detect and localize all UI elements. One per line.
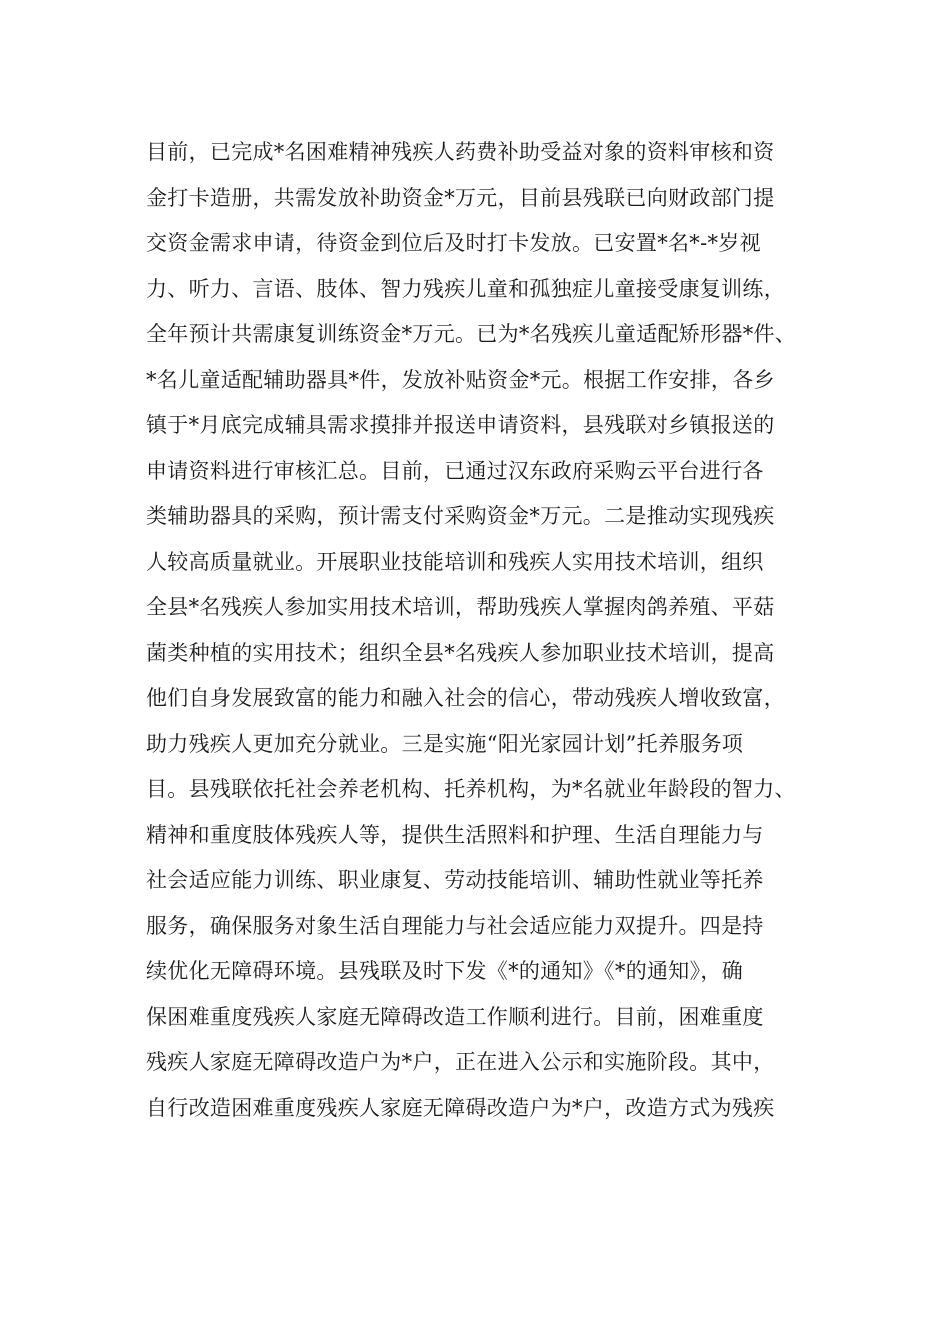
- text-line: 续优化无障碍环境。县残联及时下发《*的通知》《*的通知》，确: [146, 959, 743, 983]
- text-line: 全县*名残疾人参加实用技术培训，帮助残疾人掌握肉鸽养殖、平菇: [146, 595, 775, 619]
- body-text: [146, 130, 816, 1131]
- text-line: 类辅助器具的采购，预计需支付采购资金*万元。二是推动实现残疾: [146, 504, 775, 528]
- text-line: 残疾人家庭无障碍改造户为*户，正在进入公示和实施阶段。其中，: [146, 1050, 775, 1074]
- text-line: 镇于*月底完成辅具需求摸排并报送申请资料，县残联对乡镇报送的: [146, 413, 775, 437]
- text-line: 力、听力、言语、肢体、智力残疾儿童和孤独症儿童接受康复训练，: [146, 276, 785, 301]
- text-line: 他们自身发展致富的能力和融入社会的信心，带动残疾人增收致富，: [146, 686, 785, 710]
- text-line: 申请资料进行审核汇总。目前，已通过汉东政府采购云平台进行各: [146, 458, 764, 483]
- text-line: 全年预计共需康复训练资金*万元。已为*名残疾儿童适配矫形器*件、: [146, 322, 797, 346]
- text-line: 金打卡造册，共需发放补助资金*万元，目前县残联已向财政部门提: [146, 185, 775, 210]
- text-line: 目。县残联依托社会养老机构、托养机构，为*名就业年龄段的智力、: [146, 777, 796, 801]
- text-line: 服务，确保服务对象生活自理能力与社会适应能力双提升。四是持: [146, 913, 764, 938]
- text-line: 助力残疾人更加充分就业。三是实施“阳光家园计划”托养服务项: [146, 731, 744, 756]
- text-line: 社会适应能力训练、职业康复、劳动技能培训、辅助性就业等托养: [146, 868, 764, 892]
- text-line: 目前，已完成*名困难精神残疾人药费补助受益对象的资料审核和资: [146, 140, 775, 164]
- text-line: *名儿童适配辅助器具*件，发放补贴资金*元。根据工作安排，各乡: [146, 367, 775, 392]
- text-line: 人较高质量就业。开展职业技能培训和残疾人实用技术培训，组织: [146, 549, 764, 574]
- text-line: 自行改造困难重度残疾人家庭无障碍改造户为*户，改造方式为残疾: [146, 1095, 775, 1120]
- text-line: 交资金需求申请，待资金到位后及时打卡发放。已安置*名*-*岁视: [146, 231, 761, 255]
- text-line: 保困难重度残疾人家庭无障碍改造工作顺利进行。目前，困难重度: [146, 1004, 764, 1029]
- text-line: 菌类种植的实用技术；组织全县*名残疾人参加职业技术培训，提高: [146, 640, 775, 665]
- text-line: 精神和重度肢体残疾人等，提供生活照料和护理、生活自理能力与: [146, 822, 764, 847]
